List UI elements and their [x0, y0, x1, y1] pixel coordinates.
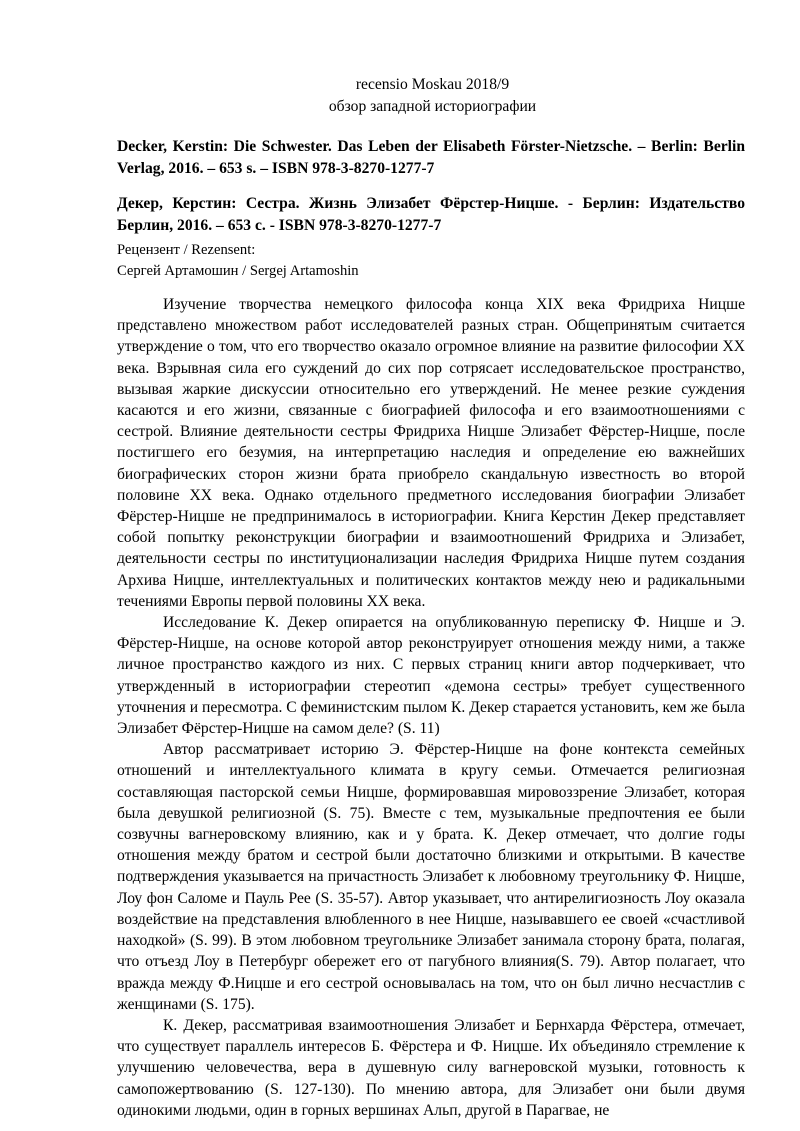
paragraph: Исследование К. Декер опирается на опубликованную переписку Ф. Ницше и Э. Фёрстер-Ницше, на основе которой автор реконструирует отношения между ними, а также личное пространство каждого из них. С первых страниц книги автор подчеркивает, что утвержденный в историографии стереотип «демона сестры» требует существенного уточнения и пересмотра. С феминистским пылом К. Декер старается установить, кем же была Элизабет Фёрстер-Ницше на самом деле? (S. 11) — [117, 614, 745, 738]
paragraph: Автор рассматривает историю Э. Фёрстер-Ницше на фоне контекста семейных отношений и интеллектуального климата в кругу семьи. Отмечается религиозная составляющая пасторской семьи Ницше, формировавшая мировоззрение Элизабет, которая была девушкой религиозной (S. 75). Вместе с тем, музыкальные предпочтения ее были созвучны вагнеровскому влиянию, как и у брата. К. Декер отмечает, что долгие годы отношения между братом и сестрой были достаточно близкими и открытыми. В качестве подтверждения указывается на причастность Элизабет к любовному треугольнику Ф. Ницше, Лоу фон Саломе и Пауль Рее (S. 35-57). Автор указывает, что антирелигиозность Лоу оказала воздействие на представления влюбленного в нее Ницше, называвшего ее своей «счастливой находкой» (S. 99). В этом любовном треугольнике Элизабет занимала сторону брата, полагая, что отъезд Лоу в Петербург обережет его от пагубного влияния(S. 79). Автор полагает, что вражда между Ф.Ницше и его сестрой основывалась на том, что он был лично несчастлив с женщинами (S. 175). — [117, 741, 745, 1013]
paragraph: Изучение творчества немецкого философа конца XIX века Фридриха Ницше представлено множеством работ исследователей разных стран. Общепринятым считается утверждение о том, что его творчество оказало огромное влияние на развитие философии XX века. Взрывная сила его суждений до сих пор сотрясает исследовательское пространство, вызывая жаркие дискуссии относительно его утверждений. Не менее резкие суждения касаются и его жизни, связанные с биографией философа и его взаимоотношениями с сестрой. Влияние деятельности сестры Фридриха Ницше Элизабет Фёрстер-Ницше, после постигшего его безумия, на интерпретацию наследия и определение ею важнейших биографических сторон жизни брата приобрело скандальную известность во второй половине XX века. Однако отдельного предметного исследования биографии Элизабет Фёрстер-Ницше не предпринималось в историографии. Книга Керстин Декер представляет собой попытку реконструкции биографии и взаимоотношений Фридриха и Элизабет, деятельности сестры по институционализации наследия Фридриха Ницше путем создания Архива Ницше, интеллектуальных и политических контактов между нею и радикальными течениями Европы первой половины XX века. — [117, 296, 745, 610]
reviewer-name: Сергей Артамошин / Sergej Artamoshin — [117, 263, 359, 279]
reviewer-block — [117, 240, 745, 282]
review-body — [117, 294, 745, 1121]
journal-title: recensio Moskau 2018/9 — [355, 76, 510, 93]
paragraph: К. Декер, рассматривая взаимоотношения Элизабет и Бернхарда Фёрстера, отмечает, что существует параллель интересов Б. Фёрстера и Ф. Ницше. Их объединяло стремление к улучшению человечества, вера в душевную силу вагнеровской музыки, готовность к самопожертвованию (S. 127-130). По мнению автора, для Элизабет они были двумя одинокими людьми, один в горных вершинах Альп, другой в Парагвае, не — [117, 1016, 745, 1119]
reviewer-label: Рецензент / Rezensent: — [117, 242, 256, 258]
bibliographic-entry-russian: Декер, Керстин: Сестра. Жизнь Элизабет Фёрстер-Ницше. - Берлин: Издательство Берлин, 2016. – 653 с. - ISBN 978-3-8270-1277-7 — [117, 195, 745, 234]
page-header — [100, 74, 765, 118]
journal-subtitle: обзор западной историографии — [328, 98, 537, 115]
bibliographic-entry-german: Decker, Kerstin: Die Schwester. Das Leben der Elisabeth Förster-Nietzsche. – Berlin: Berlin Verlag, 2016. – 653 s. – ISBN 978-3-8270-1277-7 — [117, 138, 745, 177]
